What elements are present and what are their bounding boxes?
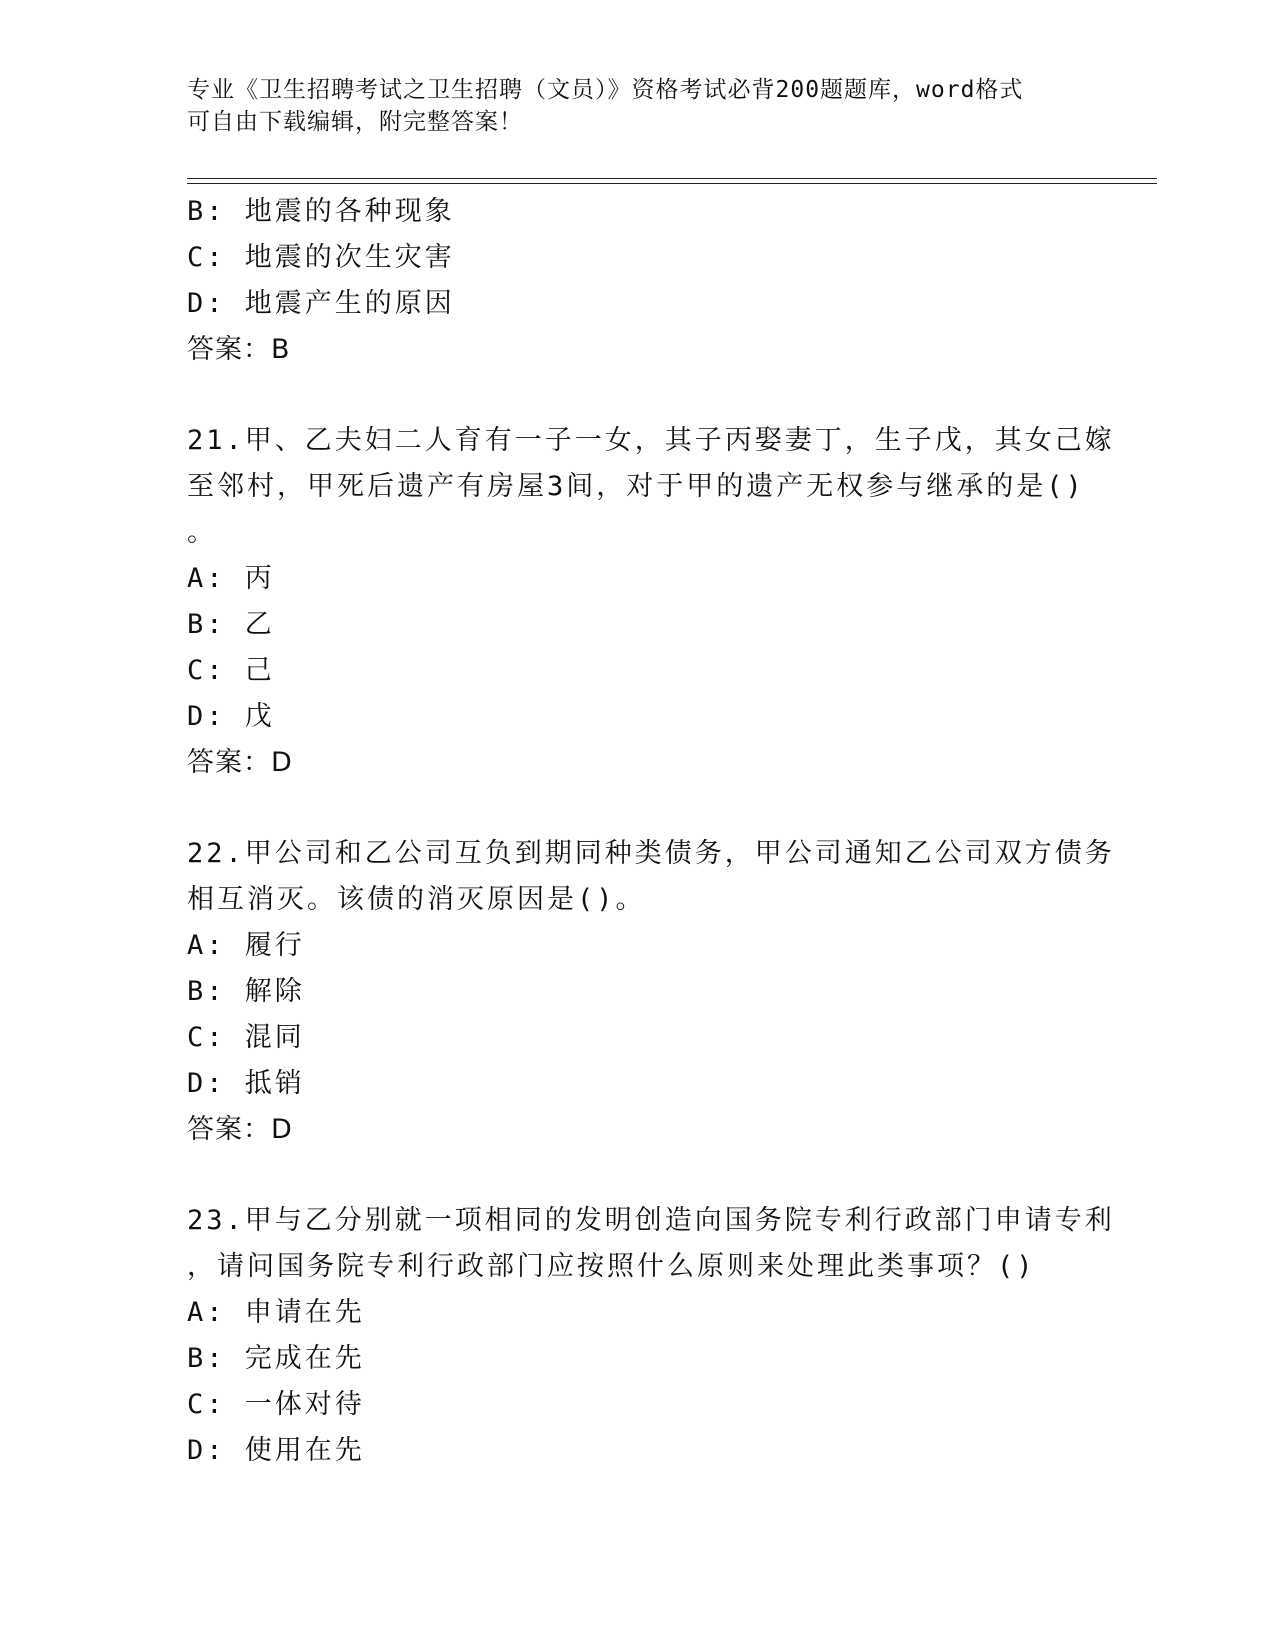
- option-c: C: 地震的次生灾害: [187, 242, 455, 273]
- header-title-line-1: 专业《卫生招聘考试之卫生招聘（文员）》资格考试必背200题题库，word格式: [187, 77, 1024, 103]
- question-22: [187, 831, 1115, 1153]
- option-b: B: 完成在先: [187, 1343, 365, 1374]
- question-text-line: ，请问国务院专利行政部门应按照什么原则来处理此类事项？(): [187, 1251, 1036, 1282]
- option-c: C: 己: [187, 655, 275, 686]
- option-c: C: 一体对待: [187, 1389, 365, 1420]
- option-a: A: 履行: [187, 930, 305, 961]
- answer-line: 答案：B: [187, 334, 291, 365]
- answer-line: 答案：D: [187, 1114, 293, 1145]
- option-d: D: 戊: [187, 701, 275, 732]
- option-d: D: 使用在先: [187, 1435, 365, 1466]
- question-text-line: 至邻村，甲死后遗产有房屋3间，对于甲的遗产无权参与继承的是(): [187, 471, 1085, 502]
- option-a: A: 丙: [187, 563, 275, 594]
- header-title-line-2: 可自由下载编辑，附完整答案！: [187, 109, 523, 135]
- header-divider-top: [187, 178, 1157, 179]
- document-header: [187, 74, 1087, 138]
- question-text-line: 相互消灭。该债的消灭原因是()。: [187, 884, 646, 915]
- question-text-line: 22.甲公司和乙公司互负到期同种类债务，甲公司通知乙公司双方债务: [187, 838, 1115, 869]
- question-text-line: 。: [187, 517, 217, 548]
- spacer: [187, 786, 1087, 831]
- option-b: B: 解除: [187, 976, 305, 1007]
- option-d: D: 抵销: [187, 1068, 305, 1099]
- header-divider-bottom: [187, 183, 1157, 184]
- option-c: C: 混同: [187, 1022, 305, 1053]
- option-b: B: 地震的各种现象: [187, 196, 455, 227]
- answer-line: 答案：D: [187, 747, 293, 778]
- spacer: [187, 373, 1087, 418]
- option-b: B: 乙: [187, 609, 275, 640]
- question-21: [187, 418, 1115, 786]
- question-text-line: 21.甲、乙夫妇二人育有一子一女，其子丙娶妻丁，生子戊，其女己嫁: [187, 425, 1115, 456]
- question-23: [187, 1198, 1115, 1474]
- option-d: D: 地震产生的原因: [187, 288, 455, 319]
- question-list: [187, 189, 1115, 1474]
- question-20-tail: [187, 189, 1087, 373]
- option-a: A: 申请在先: [187, 1297, 365, 1328]
- question-text-line: 23.甲与乙分别就一项相同的发明创造向国务院专利行政部门申请专利: [187, 1205, 1115, 1236]
- spacer: [187, 1153, 1087, 1198]
